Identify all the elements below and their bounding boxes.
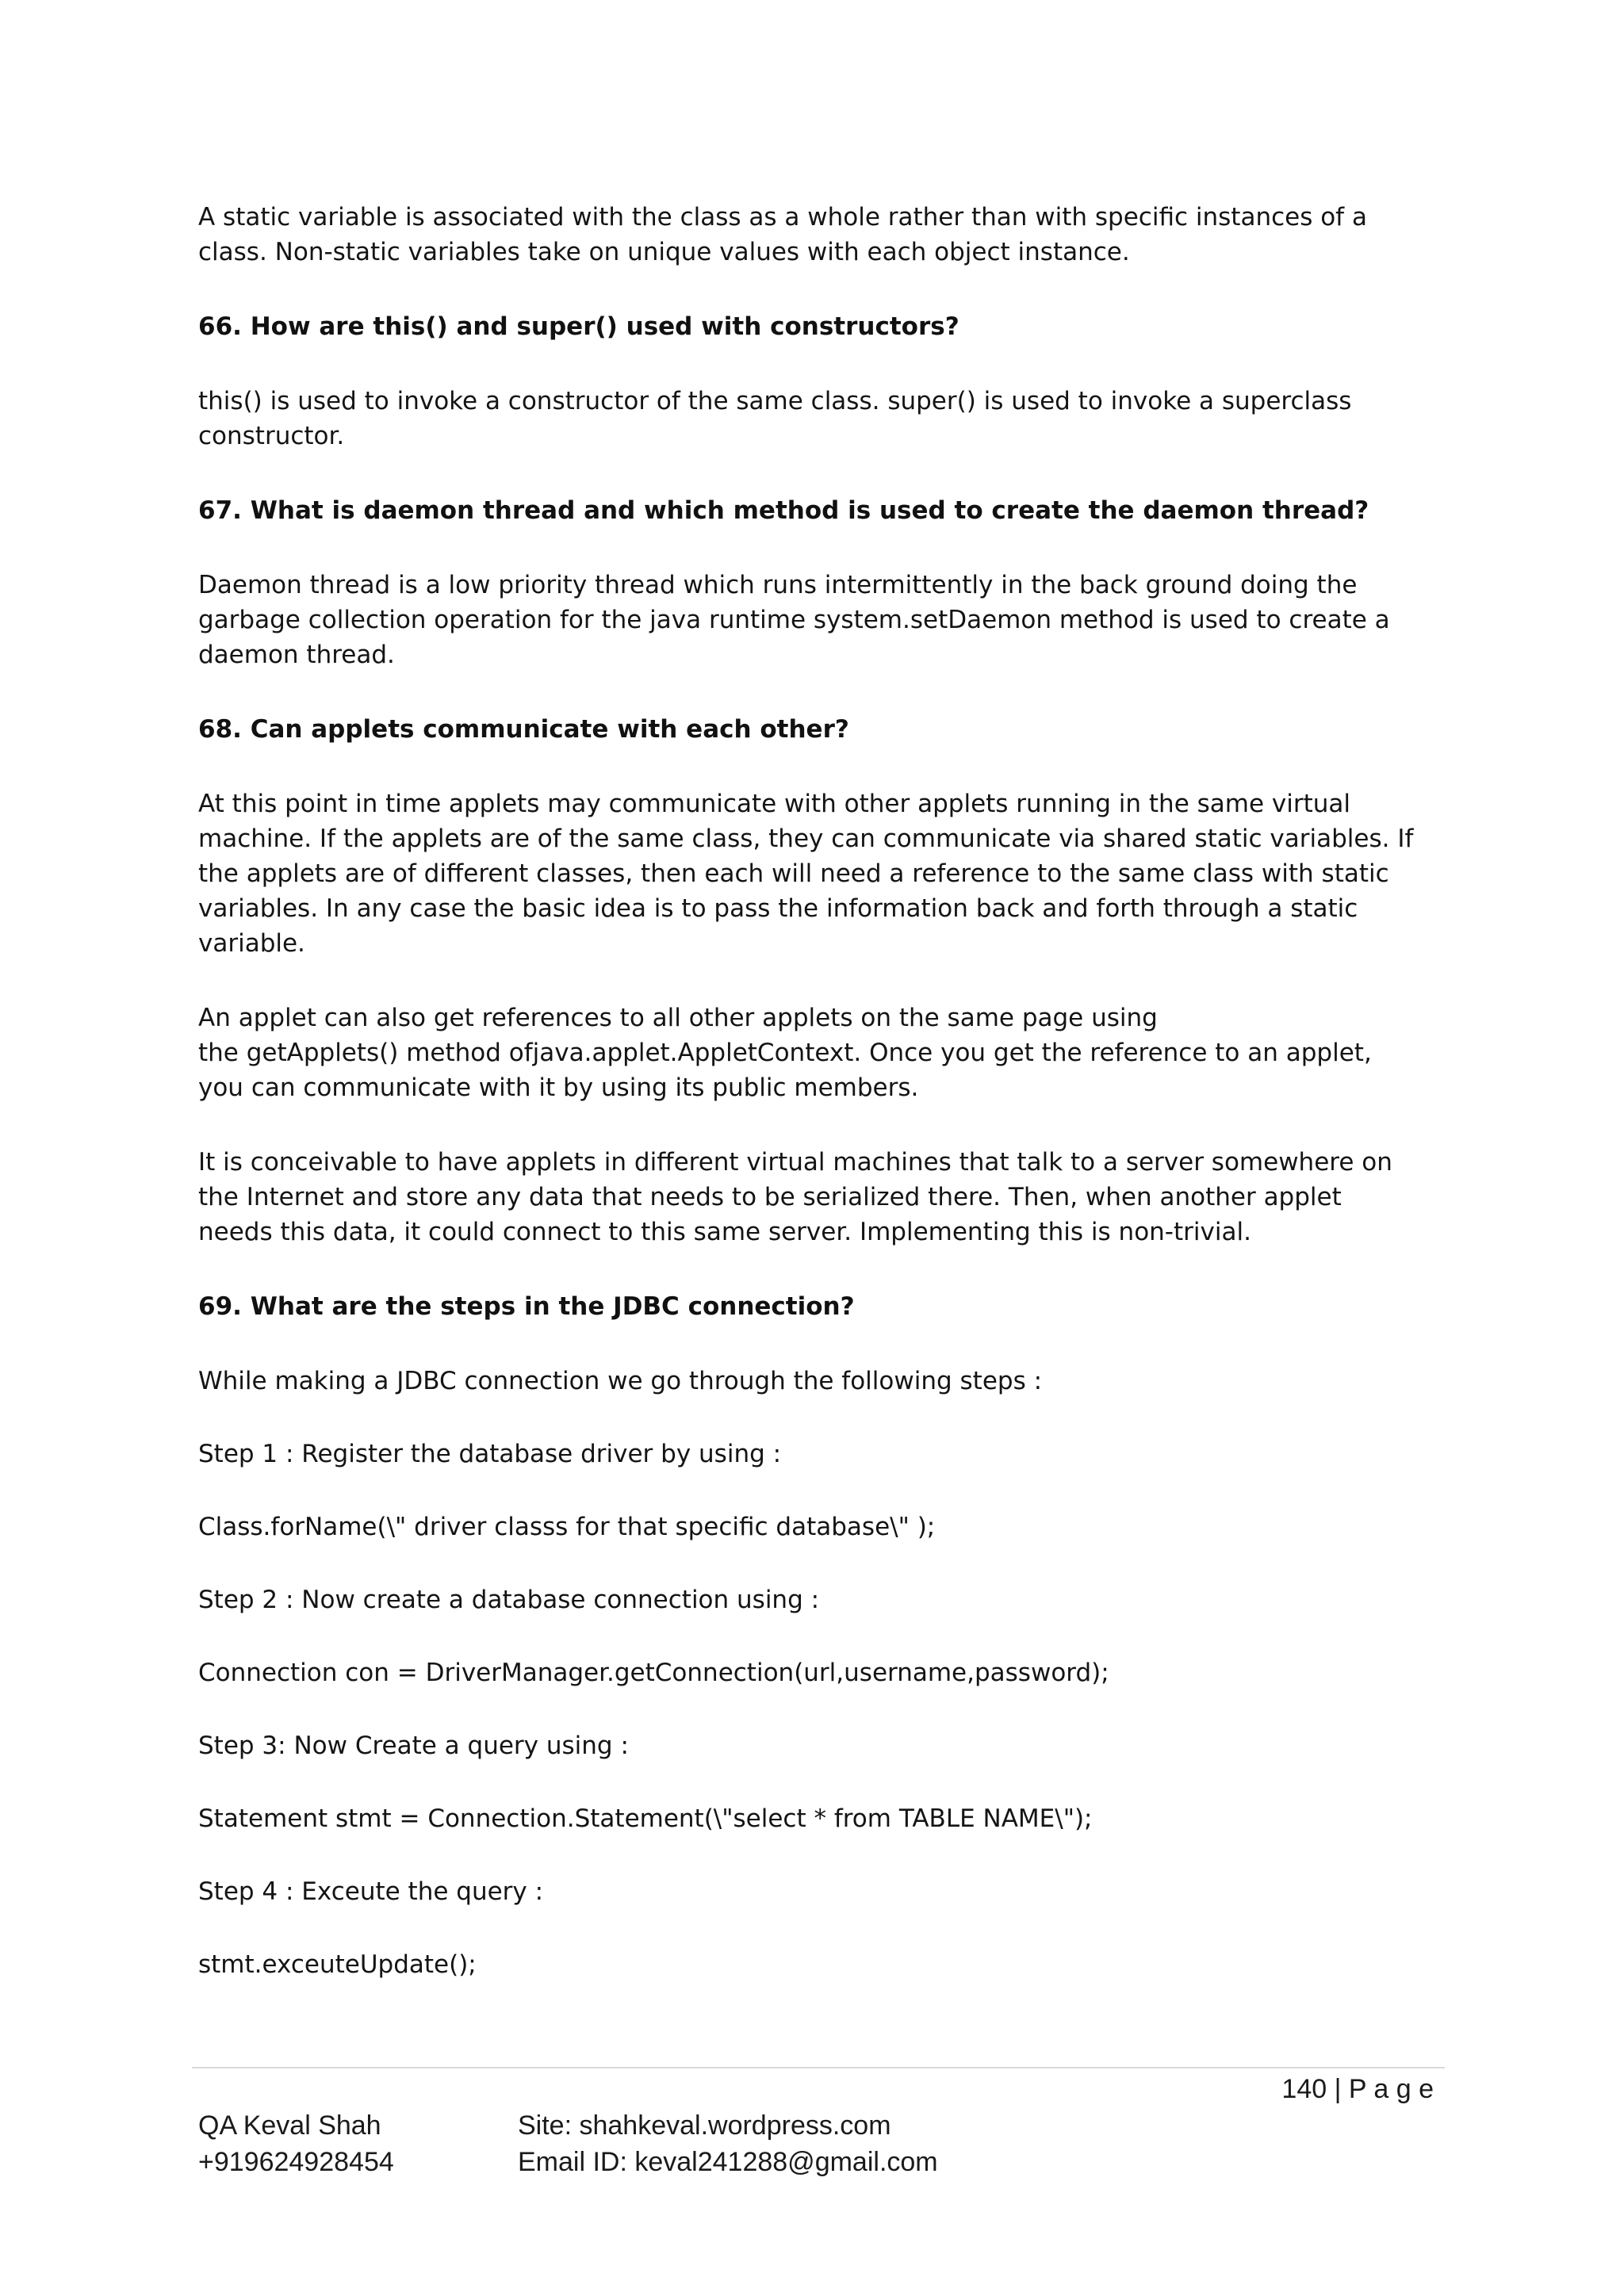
question-66-heading: 66. How are this() and super() used with constructors? — [198, 312, 959, 341]
step-3-text: Step 3: Now Create a query using : — [198, 1732, 629, 1760]
answer-68-paragraph-2: An applet can also get references to all other applets on the same page using the getApplets() method ofjava.applet.AppletContext. Once you get the reference to an applet, you can communicate with it by using its public members. — [198, 1004, 1372, 1102]
footer-phone: +919624928454 — [198, 2147, 394, 2177]
step-2-code: Connection con = DriverManager.getConnection(url,username,password); — [198, 1659, 1109, 1687]
question-68-heading: 68. Can applets communicate with each other? — [198, 715, 849, 744]
page-number: 140 | P a g e — [1281, 2074, 1434, 2104]
step-3-code: Statement stmt = Connection.Statement(\"select * from TABLE NAME\"); — [198, 1804, 1093, 1833]
answer-66: this() is used to invoke a constructor of the same class. super() is used to invoke a superclass constructor. — [198, 387, 1352, 450]
document-body — [198, 200, 1451, 1982]
step-1-text: Step 1 : Register the database driver by using : — [198, 1440, 782, 1468]
answer-69-intro: While making a JDBC connection we go through the following steps : — [198, 1367, 1043, 1395]
answer-68-paragraph-1: At this point in time applets may communicate with other applets running in the same virtual machine. If the applets are of the same class, they can communicate via shared static variables. If the applets are of different classes, then each will need a reference to the same class with static variables. In any case the basic idea is to pass the information back and forth through a static variable. — [198, 790, 1414, 958]
paragraph-static-variable: A static variable is associated with the class as a whole rather than with specific instances of a class. Non-static variables take on unique values with each object instance. — [198, 203, 1367, 266]
footer-divider — [192, 2067, 1445, 2068]
footer-site: Site: shahkeval.wordpress.com — [518, 2110, 891, 2141]
answer-68-paragraph-3: It is conceivable to have applets in different virtual machines that talk to a server somewhere on the Internet and store any data that needs to be serialized there. Then, when another applet needs this data, it could connect to this same server. Implementing this is non-trivial. — [198, 1148, 1392, 1246]
step-4-code: stmt.exceuteUpdate(); — [198, 1950, 477, 1979]
footer-email: Email ID: keval241288@gmail.com — [518, 2147, 938, 2177]
step-1-code: Class.forName(\" driver classs for that specific database\" ); — [198, 1513, 936, 1541]
step-4-text: Step 4 : Exceute the query : — [198, 1877, 544, 1906]
footer-author: QA Keval Shah — [198, 2110, 381, 2141]
question-69-heading: 69. What are the steps in the JDBC connection? — [198, 1292, 855, 1321]
answer-67: Daemon thread is a low priority thread which runs intermittently in the back ground doing the garbage collection operation for the java runtime system.setDaemon method is used to create a daemon thread. — [198, 571, 1390, 669]
question-67-heading: 67. What is daemon thread and which method is used to create the daemon thread? — [198, 496, 1369, 525]
step-2-text: Step 2 : Now create a database connection using : — [198, 1586, 820, 1614]
